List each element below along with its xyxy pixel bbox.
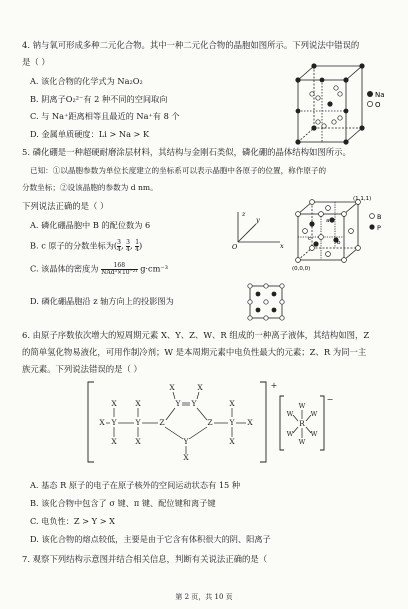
svg-text:Z: Z: [207, 418, 213, 427]
q5-option-d: D. 磷化硼晶胞沿 z 轴方向上的投影图为: [30, 296, 174, 306]
svg-text:Y: Y: [135, 418, 141, 427]
q5-bp-cell-figure: [290, 192, 400, 274]
q5-axis-z-label: z: [242, 210, 246, 218]
svg-text:X: X: [229, 399, 235, 408]
svg-text:W: W: [298, 402, 306, 410]
q5-label-c: c: [308, 236, 312, 242]
svg-text:X: X: [183, 453, 189, 462]
q5-axis-origin-label: O: [232, 243, 238, 250]
svg-text:X: X: [229, 437, 235, 446]
q5-stem-line2: 已知：①以晶胞参数为单位长度建立的坐标系可以表示晶胞中各原子的位置，称作原子的: [30, 166, 327, 175]
q6-stem-line2: 的简单氢化物易液化，可用作制冷剂；W 是本周期元素中电负性最大的元素；Z、R 为同一主: [22, 347, 367, 357]
q6-stem-line3: 族元素。下列说法错误的是（ ）: [22, 364, 142, 374]
q5-label-000: (0,0,0): [292, 266, 311, 272]
q7-stem-line1: 7. 观察下列结构示意图并结合相关信息，判断有关说法正确的是（: [22, 554, 268, 564]
svg-text:W: W: [286, 410, 294, 418]
svg-text:W: W: [298, 438, 306, 446]
q5-projection-figure: [244, 280, 288, 324]
svg-text:X: X: [247, 418, 253, 427]
q5-option-a: A. 磷化硼晶胞中 B 的配位数为 6: [30, 220, 151, 230]
q5-label-111: (1,1,1): [353, 196, 372, 202]
svg-text:X: X: [111, 399, 117, 408]
svg-text:W: W: [310, 410, 318, 418]
q5-label-b: b: [337, 240, 341, 246]
svg-text:X: X: [197, 383, 203, 392]
svg-text:X: X: [111, 437, 117, 446]
q5-stem-line1: 5. 磷化硼是一种超硬耐磨涂层材料，其结构与金刚石类似，磷化硼的晶体结构如图所示。: [22, 147, 351, 157]
q4-stem-line2: 是（ ）: [22, 57, 50, 67]
q5-label-a: a: [326, 218, 330, 224]
q6-option-a: A. 基态 R 原子的电子在原子核外的空间运动状态有 15 种: [30, 480, 241, 490]
q5-axis-x-label: x: [280, 242, 284, 250]
q4-option-a: A. 该化合物的化学式为 Na₂O₂: [30, 76, 143, 86]
svg-text:Z: Z: [159, 418, 165, 427]
q6-option-b: B. 该化合物中包含了 σ 键、π 键、配位键和离子键: [30, 498, 216, 508]
q4-option-c: C. 与 Na⁺距离相等且最近的 Na⁺有 8 个: [30, 111, 180, 121]
svg-text:X: X: [135, 437, 141, 446]
q4-legend-o: O: [375, 101, 381, 109]
svg-text:Y: Y: [191, 399, 197, 408]
page-footer: 第 2 页，共 10 页: [175, 593, 233, 601]
q5-stem-line4: 下列说法正确的是（ ）: [22, 201, 109, 211]
svg-text:X: X: [135, 399, 141, 408]
q4-stem-line1: 4. 钠与氧可形成多种二元化合物。其中一种二元化合物的晶胞如图所示。下列说法中错误的: [22, 40, 360, 50]
q4-option-b: B. 阴离子O₂²⁻有 2 种不同的空间取向: [30, 94, 168, 104]
q6-anion-charge: −: [326, 395, 334, 404]
svg-text:Y: Y: [183, 437, 189, 446]
svg-text:W: W: [310, 430, 318, 438]
svg-text:R: R: [299, 419, 305, 428]
svg-text:Y: Y: [111, 418, 117, 427]
q6-cation-charge: +: [270, 381, 278, 390]
svg-text:X: X: [169, 383, 175, 392]
q4-crystal-cell-figure: [288, 58, 388, 150]
q6-ionic-liquid-structure: [84, 378, 334, 466]
q5-axis-y-label: y: [256, 216, 260, 224]
svg-text:Y: Y: [229, 418, 235, 427]
svg-text:X: X: [99, 418, 105, 427]
q5-axes-figure: [228, 208, 286, 250]
q5-legend-b: B: [377, 213, 382, 221]
q6-stem-line1: 6. 由原子序数依次增大的短周期元素 X、Y、Z、W、R 组成的一种离子液体，其结构如图，Z: [22, 330, 370, 340]
q6-option-c: C. 电负性：Z > Y > X: [30, 516, 115, 526]
q4-legend-na: Na: [375, 91, 385, 99]
q4-option-d: D. 金属单质硬度：Li > Na > K: [30, 129, 150, 139]
q5-option-c: C. 该晶体的密度为 $\frac{168}{\text{NAd³×10⁻²¹}}$ g·cm⁻³: [30, 262, 168, 276]
svg-text:W: W: [286, 430, 294, 438]
q5-stem-line3: 分数坐标；②设该晶胞的参数为 d nm。: [22, 183, 158, 192]
q5-legend-p: P: [377, 224, 381, 232]
q6-option-d: D. 该化合物的熔点较低，主要是由于它含有体积很大的阴、阳离子: [30, 534, 271, 544]
q5-option-b: B. c 原子的分数坐标为( $\frac{3}{4}$ , $\frac{3}{4}$ , $\frac{1}{4}$ ): [30, 239, 143, 253]
svg-text:Y: Y: [175, 399, 181, 408]
